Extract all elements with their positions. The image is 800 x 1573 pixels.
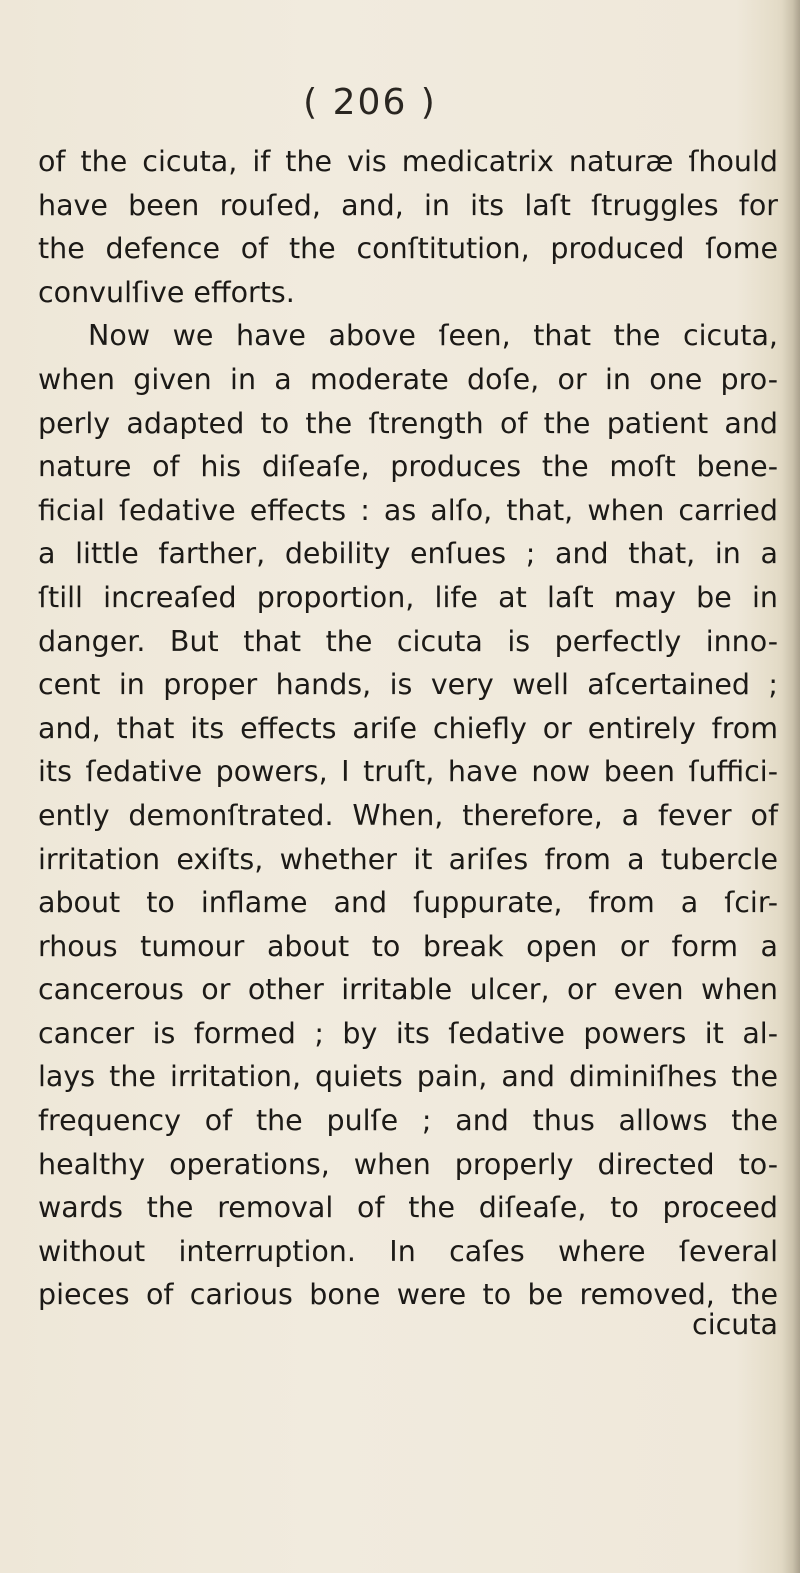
text-line: healthy operations, when properly directed to- (38, 1147, 778, 1181)
text-line: cent in proper hands, is very well aſcertained ; (38, 668, 778, 702)
text-line: convulſive efforts. (38, 275, 295, 309)
text-line: ſtill increaſed proportion, life at laſt may be in (38, 580, 778, 614)
text-line: without interruption. In caſes where ſeveral (38, 1234, 778, 1268)
text-line: nature of his diſeaſe, produces the moſt bene- (38, 450, 778, 484)
text-line: ently demonſtrated. When, therefore, a fever of (38, 798, 778, 832)
text-line: its ſedative powers, I truſt, have now been ſuffici- (38, 755, 778, 789)
text-line: danger. But that the cicuta is perfectly inno- (38, 624, 778, 658)
text-line: rhous tumour about to break open or form a (38, 929, 778, 963)
page-edge-shadow (782, 0, 800, 1573)
catchword: cicuta (692, 1308, 778, 1341)
body-text (38, 140, 778, 1317)
text-line: lays the irritation, quiets pain, and diminiſhes the (38, 1060, 778, 1094)
page-number: ( 206 ) (303, 82, 437, 123)
text-line: Now we have above ſeen, that the cicuta, (88, 319, 778, 353)
text-line: pieces of carious bone were to be removed, the (38, 1278, 778, 1312)
text-line: have been rouſed, and, in its laſt ſtruggles for (38, 188, 778, 222)
text-line: of the cicuta, if the vis medicatrix naturæ ſhould (38, 145, 778, 178)
text-line: ficial ſedative effects : as alſo, that, when carried (38, 493, 778, 527)
text-line: about to inflame and ſuppurate, from a ſcir- (38, 886, 778, 920)
text-line: cancer is formed ; by its ſedative powers it al- (38, 1016, 778, 1050)
text-line: a little farther, debility enſues ; and that, in a (38, 537, 778, 571)
text-line: the defence of the conſtitution, produced ſome (38, 232, 778, 266)
text-line: wards the removal of the diſeaſe, to proceed (38, 1191, 778, 1225)
text-line: perly adapted to the ſtrength of the patient and (38, 406, 778, 440)
text-line: frequency of the pulſe ; and thus allows the (38, 1104, 778, 1138)
text-line: and, that its effects ariſe chiefly or entirely from (38, 711, 778, 745)
text-line: irritation exiſts, whether it ariſes from a tubercle (38, 842, 778, 876)
text-line: when given in a moderate doſe, or in one pro- (38, 362, 778, 396)
text-line: cancerous or other irritable ulcer, or even when (38, 973, 778, 1007)
